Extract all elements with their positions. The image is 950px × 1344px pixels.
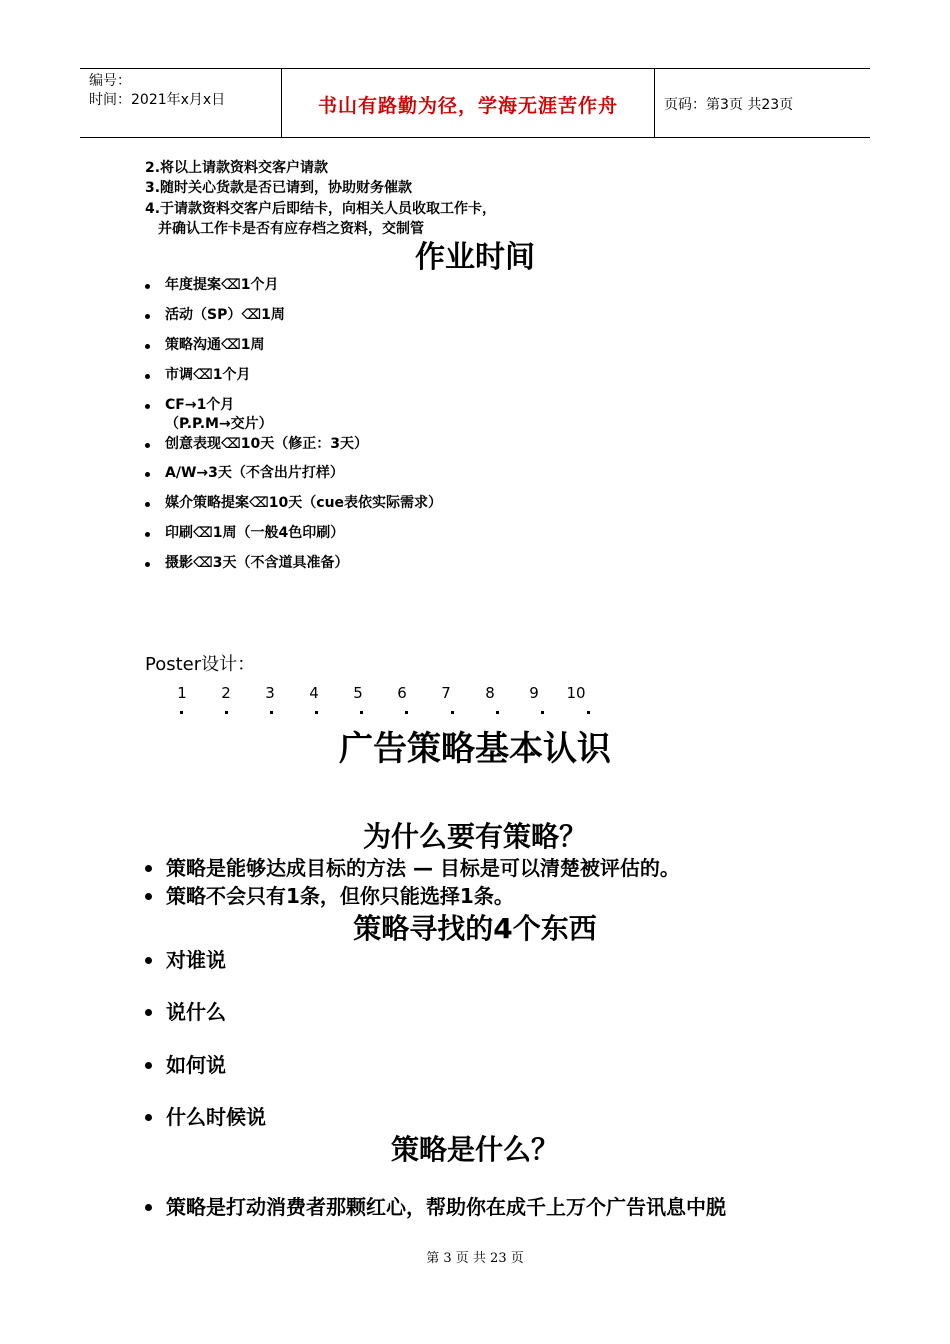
poster-dot (270, 711, 273, 714)
poster-dot (587, 711, 590, 714)
poster-number: 4 (309, 684, 319, 702)
poster-label: Poster设计： (145, 654, 256, 675)
bullet-icon (145, 284, 150, 289)
bullet-icon (145, 893, 152, 900)
bullet-icon (145, 1009, 152, 1016)
bullet-icon (145, 957, 152, 964)
header-motto: 书山有路勤为径，学海无涯苦作舟 (317, 95, 618, 117)
poster-number: 8 (485, 684, 495, 702)
poster-dot (225, 711, 228, 714)
poster-number: 9 (529, 684, 539, 702)
intro-line-3: 3.随时关心货款是否已请到，协助财务催款 (145, 180, 413, 196)
bullet-icon (145, 472, 150, 477)
poster-dot (360, 711, 363, 714)
header-page-cell (655, 69, 870, 137)
bullet-icon (145, 562, 150, 567)
poster-dot (451, 711, 454, 714)
section-title-four: 策略寻找的4个东西 (353, 912, 597, 945)
poster-dot (541, 711, 544, 714)
intro-line-4: 4.于请款资料交客户后即结卡，向相关人员收取工作卡， (145, 201, 497, 217)
intro-line-4-cont: 并确认工作卡是否有应存档之资料，交制管 (158, 221, 424, 237)
bullet-icon (145, 443, 150, 448)
poster-dot (180, 711, 183, 714)
bullet-icon (145, 865, 152, 872)
poster-dot (315, 711, 318, 714)
bullet-icon (145, 1062, 152, 1069)
header-motto-cell (282, 69, 655, 137)
poster-number: 5 (353, 684, 363, 702)
bullet-icon (145, 1204, 152, 1211)
poster-number: 7 (441, 684, 451, 702)
bullet-icon (145, 344, 150, 349)
document-header (80, 68, 870, 138)
poster-number: 6 (397, 684, 407, 702)
poster-number: 2 (221, 684, 231, 702)
bullet-icon (145, 374, 150, 379)
bullet-icon (145, 314, 150, 319)
header-number-label: 编号： (89, 73, 131, 89)
header-page-info: 页码：第3页 共23页 (664, 97, 794, 113)
section-title-why: 为什么要有策略？ (362, 820, 587, 853)
bullet-icon (145, 1114, 152, 1121)
intro-line-2: 2.将以上请款资料交客户请款 (145, 160, 329, 176)
header-date-label: 时间：2021年x月x日 (89, 92, 226, 108)
bullet-icon (145, 404, 150, 409)
bullet-icon (145, 502, 150, 507)
poster-number: 1 (177, 684, 187, 702)
poster-dot (496, 711, 499, 714)
poster-dot (405, 711, 408, 714)
section-title-work-time: 作业时间 (415, 240, 535, 275)
page-footer: 第 3 页 共 23 页 (426, 1251, 524, 1266)
poster-number: 10 (566, 684, 586, 702)
section-title-what: 策略是什么？ (390, 1133, 559, 1166)
bullet-icon (145, 532, 150, 537)
header-left-cell (80, 69, 282, 137)
main-title: 广告策略基本认识 (339, 729, 611, 769)
poster-number: 3 (265, 684, 275, 702)
